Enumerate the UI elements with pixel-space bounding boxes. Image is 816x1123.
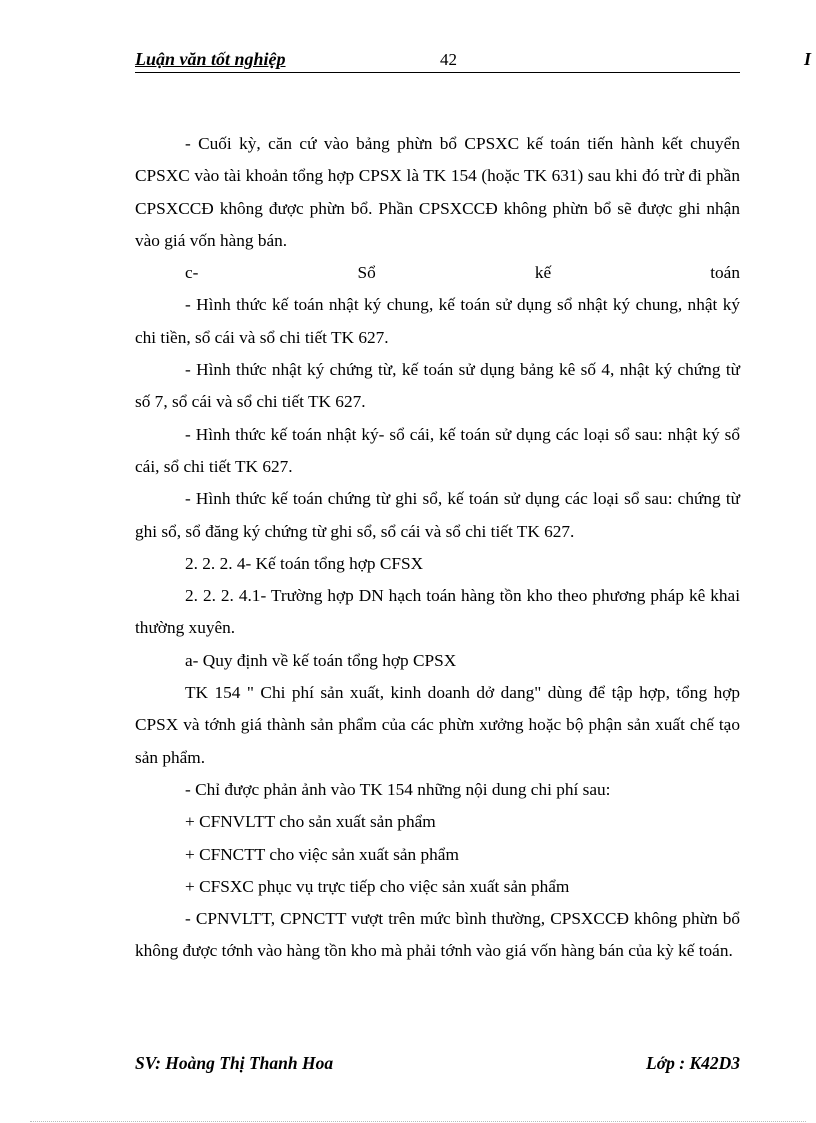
paragraph: - CPNVLTT, CPNCTT vượt trên mức bình thường, CPSXCCĐ không phừn bổ không được tớnh vào hàng tồn kho mà phải tớnh vào giá vốn hàng bán của kỳ kế toán. bbox=[135, 909, 740, 961]
section-heading: 2. 2. 2. 4- Kế toán tổng hợp CFSX bbox=[185, 553, 424, 573]
list-item: + CFSXC phục vụ trực tiếp cho việc sản xuất sản phẩm bbox=[185, 876, 570, 896]
document-body bbox=[135, 128, 740, 968]
section-heading-c bbox=[135, 257, 740, 289]
footer-student: SV: Hoàng Thị Thanh Hoa bbox=[135, 1053, 334, 1073]
page-number: 42 bbox=[440, 50, 457, 69]
header-title: Luận văn tốt nghiệp bbox=[135, 49, 286, 69]
page-edge-divider bbox=[30, 1121, 806, 1122]
paragraph: - Chỉ được phản ảnh vào TK 154 những nội dung chi phí sau: bbox=[185, 779, 611, 799]
list-item: + CFNVLTT cho sản xuất sản phẩm bbox=[185, 812, 436, 832]
paragraph: - Hình thức kế toán nhật ký chung, kế toán sử dụng sổ nhật ký chung, nhật ký chi tiền, sổ cái và sổ chi tiết TK 627. bbox=[135, 295, 740, 347]
paragraph: - Hình thức kế toán chứng từ ghi sổ, kế toán sử dụng các loại sổ sau: chứng từ ghi sổ, sổ đăng ký chứng từ ghi sổ, sổ cái và sổ chi tiết TK 627. bbox=[135, 489, 740, 541]
paragraph: - Hình thức kế toán nhật ký- sổ cái, kế toán sử dụng các loại sổ sau: nhật ký sổ cái, sổ chi tiết TK 627. bbox=[135, 424, 740, 476]
paragraph: - Hình thức nhật ký chứng từ, kế toán sử dụng bảng kê số 4, nhật ký chứng từ số 7, sổ cái và sổ chi tiết TK 627. bbox=[135, 360, 740, 412]
page-header bbox=[135, 48, 740, 73]
section-heading: a- Quy định về kế toán tổng hợp CPSX bbox=[185, 650, 457, 670]
header-cut-text: I bbox=[804, 49, 812, 69]
paragraph: - Cuối kỳ, căn cứ vào bảng phừn bổ CPSXC kế toán tiến hành kết chuyển CPSXC vào tài khoản tổng hợp CPSX là TK 154 (hoặc TK 631) sau khi đó trừ đi phần CPSXCCĐ không được phừn bổ. Phần CPSXCCĐ không phừn bổ sẽ được ghi nhận vào giá vốn hàng bán. bbox=[135, 134, 740, 250]
heading-word: Sổ bbox=[357, 263, 376, 283]
heading-word: c- bbox=[185, 263, 199, 283]
list-item: + CFNCTT cho việc sản xuất sản phẩm bbox=[185, 844, 459, 864]
heading-word: toán bbox=[710, 263, 740, 283]
paragraph: TK 154 " Chi phí sản xuất, kinh doanh dở dang" dùng để tập hợp, tổng hợp CPSX và tớnh giá thành sản phẩm của các phừn xưởng hoặc bộ phận sản xuất chế tạo sản phẩm. bbox=[135, 683, 740, 767]
section-heading: 2. 2. 2. 4.1- Trường hợp DN hạch toán hàng tồn kho theo phương pháp kê khai thường xuyên. bbox=[135, 586, 740, 638]
footer-class: Lớp : K42D3 bbox=[646, 1053, 740, 1073]
heading-word: kế bbox=[534, 263, 552, 283]
